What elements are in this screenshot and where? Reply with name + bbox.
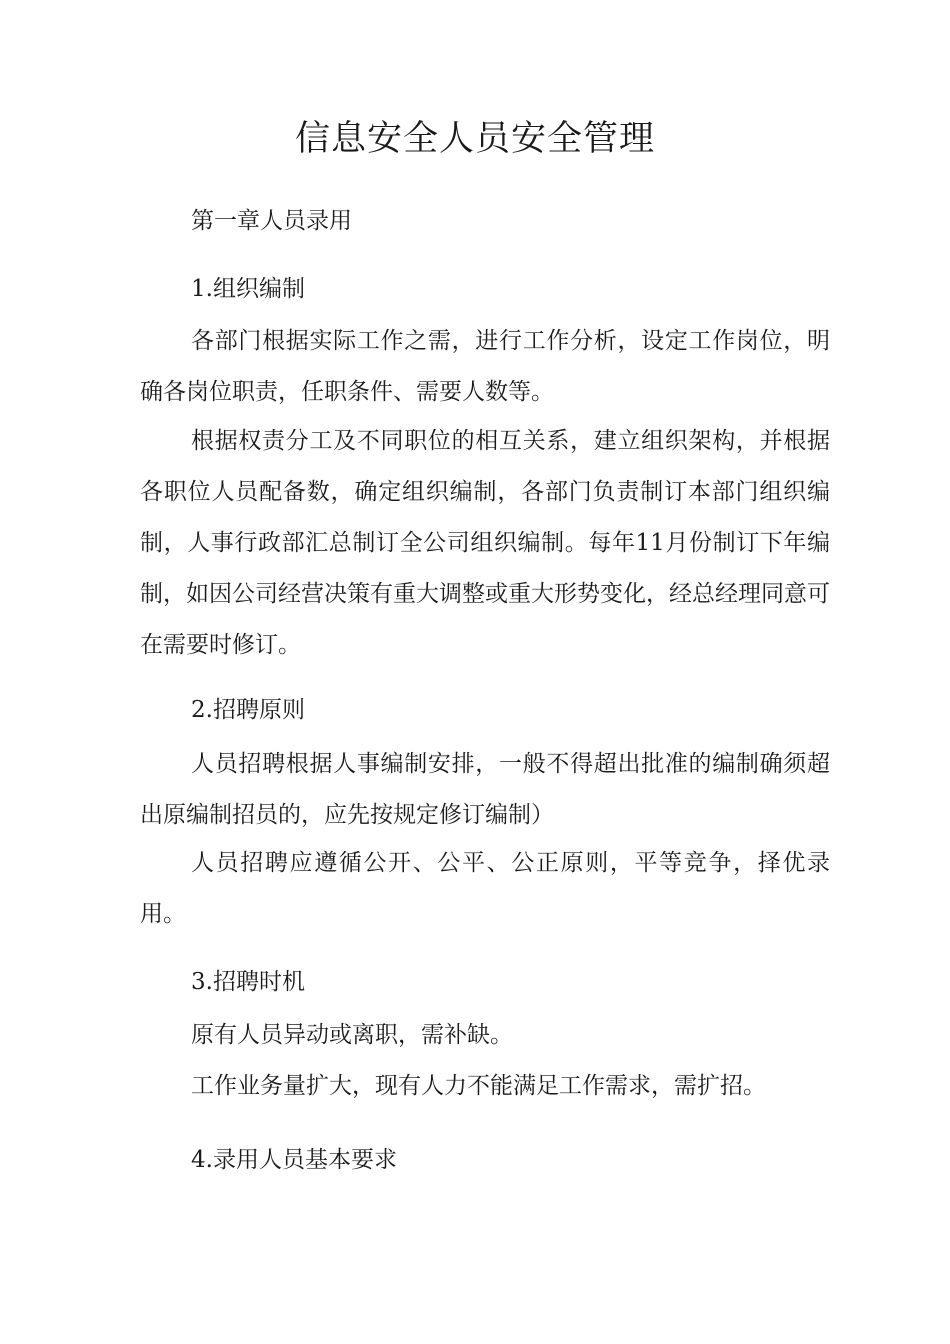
chapter-heading: 第一章人员录用 <box>191 208 352 234</box>
section-1-paragraph-2: 根据权责分工及不同职位的相互关系，建立组织架构，并根据各职位人员配备数，确定组织编制，各部门负责制订本部门组织编制，人事行政部汇总制订全公司组织编制。每年11月份制订下年编制，如因公司经营决策有重大调整或重大形势变化，经总经理同意可在需要时修订。 <box>140 428 830 658</box>
section-3-line-2: 工作业务量扩大，现有人力不能满足工作需求，需扩招。 <box>191 1073 766 1099</box>
section-heading-1: 1.组织编制 <box>191 276 305 302</box>
document-title: 信息安全人员安全管理 <box>294 119 655 159</box>
section-2-paragraph-2: 人员招聘应遵循公开、公平、公正原则，平等竞争，择优录用。 <box>140 850 830 927</box>
section-3-line-1: 原有人员异动或离职，需补缺。 <box>191 1022 513 1048</box>
section-heading-2: 2.招聘原则 <box>191 697 305 723</box>
section-1-paragraph-1: 各部门根据实际工作之需，进行工作分析，设定工作岗位，明确各岗位职责，任职条件、需要人数等。 <box>140 328 830 405</box>
section-2-paragraph-1: 人员招聘根据人事编制安排，一般不得超出批准的编制确须超出原编制招员的，应先按规定修订编制） <box>140 751 830 828</box>
section-heading-3: 3.招聘时机 <box>191 969 305 995</box>
section-heading-4: 4.录用人员基本要求 <box>191 1147 397 1173</box>
